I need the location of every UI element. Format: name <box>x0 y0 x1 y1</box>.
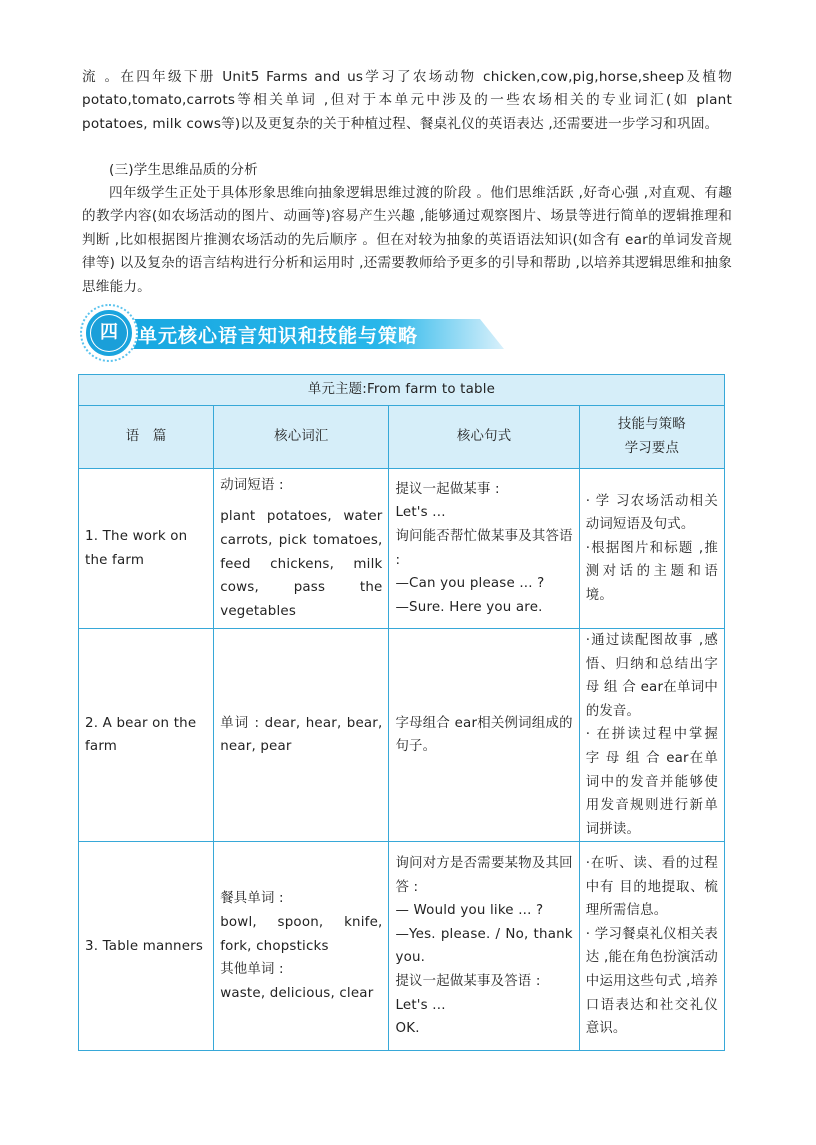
section-number: 四 <box>91 315 127 351</box>
sentence-line: OK. <box>395 1021 420 1037</box>
sentence-line: 询问能否帮忙做某事及其答语 : <box>395 528 573 568</box>
vocab-line: waste, delicious, clear <box>220 985 374 1001</box>
skill-line: ·根据图片和标题 ,推测对话的主题和语境。 <box>585 540 718 603</box>
sentence-line: —Yes. please. / No, thank you. <box>395 926 573 966</box>
section-title: 单元核心语言知识和技能与策略 <box>138 325 419 347</box>
vocab-line: 其他单词 : <box>220 962 284 978</box>
row-sentences <box>389 842 579 1051</box>
sentence-line: Let's ... <box>395 997 446 1013</box>
sentence-line: — Would you like ... ? <box>395 903 544 919</box>
sentence-line: —Sure. Here you are. <box>395 599 543 615</box>
header-vocab: 核心词汇 <box>214 406 389 469</box>
table-header-row <box>79 406 725 469</box>
row-sentences <box>389 629 579 842</box>
row-skills <box>579 629 724 842</box>
subheading-thinking-quality: (三)学生思维品质的分析 <box>109 162 258 178</box>
row-text: 3. Table manners <box>79 842 214 1051</box>
paragraph-thinking-quality: 四年级学生正处于具体形象思维向抽象逻辑思维过渡的阶段 。他们思维活跃 ,好奇心强 ,对直观、有趣的教学内容(如农场活动的图片、动画等)容易产生兴趣 ,能够通过观察图片、场景等进行简单的逻辑推理和判断 ,比如根据图片推测农场活动的先后顺序 。但在对较为抽象的英语语法知识(如含有 ear的单词发音规律等) 以及复杂的语言结构进行分析和运用时 ,还需要教师给予更多的引导和帮助 ,以培养其逻辑思维和抽象思维能力。 <box>82 185 732 295</box>
header-skills-line2: 学习要点 <box>624 441 680 456</box>
table-row <box>79 629 725 842</box>
table-row <box>79 842 725 1051</box>
vocab-line: bowl, spoon, knife, fork, chopsticks <box>220 914 383 954</box>
skill-line: ·通过读配图故事 ,感悟、归纳和总结出字 母 组 合 ear在单词中的发音。 <box>585 633 718 719</box>
sentence-line: 提议一起做某事及答语 : <box>395 973 541 989</box>
header-text: 语 篇 <box>79 406 214 469</box>
row-text: 2. A bear on the farm <box>79 629 214 842</box>
header-skills <box>579 406 724 469</box>
row-sentences <box>389 469 579 629</box>
row-text: 1. The work on the farm <box>79 469 214 629</box>
skill-line: · 在拼读过程中掌握 字 母 组 合 ear在单词中的发音并能够使用发音规则进行新单词拼读。 <box>585 727 718 837</box>
row-skills <box>579 469 724 629</box>
row-vocab <box>214 629 389 842</box>
row-vocab <box>214 469 389 629</box>
vocab-line: plant potatoes, water carrots, pick tomatoes, feed chickens, milk cows, pass the vegetables <box>220 509 383 619</box>
skill-line: ·在听、读、看的过程中有 目的地提取、梳理所需信息。 <box>585 855 718 919</box>
vocab-line: 餐具单词 : <box>220 891 284 907</box>
skill-line: · 学 习农场活动相关动词短语及句式。 <box>585 493 718 533</box>
unit-theme: 单元主题:From farm to table <box>79 375 725 406</box>
vocab-line: 动词短语 : <box>220 477 284 493</box>
skill-line: · 学习餐桌礼仪相关表达 ,能在角色扮演活动中运用这些句式 ,培养口语表达和社交礼仪意识。 <box>585 926 718 1037</box>
header-skills-line1: 技能与策略 <box>617 417 686 433</box>
sentence-line: 字母组合 ear相关例词组成的句子。 <box>395 715 573 755</box>
vocab-line: 单词 : dear, hear, bear, near, pear <box>220 715 383 755</box>
table-title-row <box>79 375 725 406</box>
row-skills <box>579 842 724 1051</box>
row-vocab <box>214 842 389 1051</box>
section-banner <box>78 302 458 364</box>
unit-core-table <box>78 374 725 1051</box>
sentence-line: —Can you please ... ? <box>395 576 545 592</box>
header-sentences: 核心句式 <box>389 406 579 469</box>
paragraph-prior-knowledge: 流 。在四年级下册 Unit5 Farms and us学习了农场动物 chicken,cow,pig,horse,sheep及植物potato,tomato,carrots等相关单词 ,但对于本单元中涉及的一些农场相关的专业词汇(如 plant potatoes, milk cows等)以及更复杂的关于种植过程、餐桌礼仪的英语表达 ,还需要进一步学习和巩固。 <box>82 69 732 132</box>
sentence-line: 询问对方是否需要某物及其回答 : <box>395 855 573 895</box>
sentence-line: Let's ... <box>395 505 446 521</box>
table-row <box>79 469 725 629</box>
sentence-line: 提议一起做某事 : <box>395 481 500 497</box>
